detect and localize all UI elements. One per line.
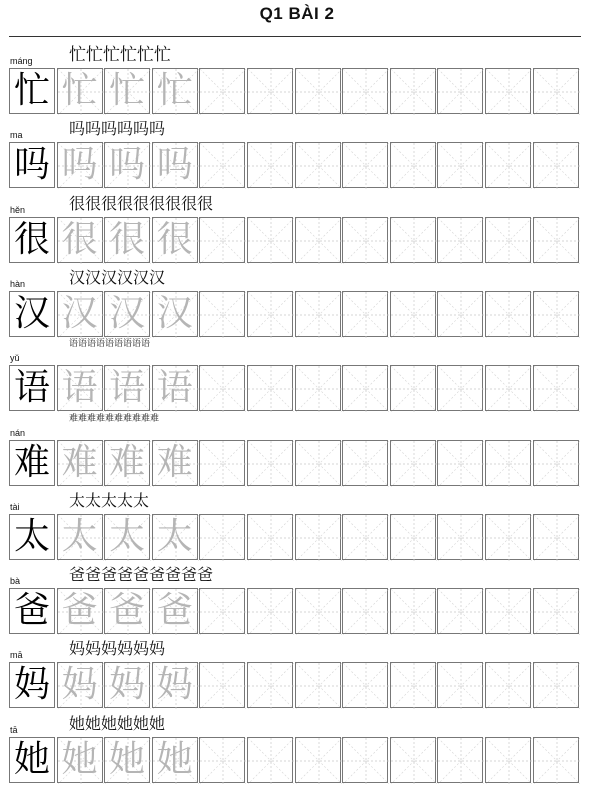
guide-lines — [343, 69, 389, 115]
empty-practice-box — [390, 588, 436, 634]
empty-practice-box — [342, 588, 388, 634]
empty-practice-box — [390, 440, 436, 486]
empty-practice-box — [295, 365, 341, 411]
empty-practice-box — [533, 365, 579, 411]
guide-lines — [296, 738, 342, 784]
stroke-order-sequence: 汉汉汉汉汉汉 — [69, 267, 166, 287]
trace-character: 太 — [109, 515, 146, 557]
trace-character-box — [57, 662, 103, 708]
writing-grid — [9, 440, 581, 487]
practice-row — [9, 412, 581, 486]
guide-lines — [200, 292, 246, 338]
empty-practice-box — [342, 514, 388, 560]
guide-lines — [534, 366, 580, 412]
trace-character-box — [152, 365, 198, 411]
empty-practice-box — [199, 68, 245, 114]
guide-lines — [248, 292, 294, 338]
guide-lines — [534, 143, 580, 189]
empty-practice-box — [199, 217, 245, 263]
empty-practice-box — [247, 365, 293, 411]
empty-practice-box — [533, 662, 579, 708]
trace-character-box — [104, 365, 150, 411]
guide-lines — [343, 663, 389, 709]
empty-practice-box — [533, 142, 579, 188]
guide-lines — [486, 218, 532, 264]
guide-lines — [296, 663, 342, 709]
guide-lines — [248, 589, 294, 635]
empty-practice-box — [247, 217, 293, 263]
trace-character-box — [57, 142, 103, 188]
empty-practice-box — [485, 291, 531, 337]
trace-character: 妈 — [156, 664, 193, 706]
empty-practice-box — [533, 291, 579, 337]
trace-character-box — [104, 217, 150, 263]
guide-lines — [343, 738, 389, 784]
guide-lines — [534, 218, 580, 264]
trace-character-box — [152, 737, 198, 783]
practice-row — [9, 189, 581, 263]
practice-row — [9, 560, 581, 634]
trace-character-box — [57, 217, 103, 263]
trace-character-box — [152, 217, 198, 263]
pinyin-label: nán — [10, 427, 26, 438]
guide-lines — [534, 663, 580, 709]
trace-character: 她 — [109, 738, 146, 780]
model-character: 妈 — [13, 664, 50, 706]
empty-practice-box — [390, 514, 436, 560]
model-character: 她 — [13, 738, 50, 780]
empty-practice-box — [199, 291, 245, 337]
stroke-order-sequence: 太太太太太 — [69, 490, 150, 510]
empty-practice-box — [342, 291, 388, 337]
guide-lines — [200, 366, 246, 412]
stroke-order-sequence: 很很很很很很很很很 — [69, 193, 214, 213]
guide-lines — [296, 515, 342, 561]
guide-lines — [296, 143, 342, 189]
empty-practice-box — [533, 68, 579, 114]
pinyin-label: bà — [10, 576, 21, 587]
trace-character: 语 — [156, 367, 193, 409]
trace-character: 难 — [61, 441, 98, 483]
guide-lines — [248, 738, 294, 784]
guide-lines — [534, 292, 580, 338]
empty-practice-box — [390, 365, 436, 411]
pinyin-label: tā — [10, 724, 18, 735]
trace-character-box — [57, 514, 103, 560]
guide-lines — [248, 143, 294, 189]
guide-lines — [343, 589, 389, 635]
stroke-order-sequence: 语语语语语语语语语 — [69, 339, 151, 350]
guide-lines — [486, 738, 532, 784]
guide-lines — [438, 366, 484, 412]
model-character-box — [9, 514, 55, 560]
guide-lines — [200, 218, 246, 264]
stroke-order-sequence: 忙忙忙忙忙忙 — [69, 45, 171, 65]
empty-practice-box — [437, 440, 483, 486]
empty-practice-box — [342, 737, 388, 783]
practice-row — [9, 114, 581, 188]
guide-lines — [296, 69, 342, 115]
practice-row — [9, 634, 581, 708]
model-character: 难 — [13, 441, 50, 483]
guide-lines — [486, 515, 532, 561]
model-character-box — [9, 588, 55, 634]
stroke-order-sequence: 爸爸爸爸爸爸爸爸爸 — [69, 565, 214, 585]
guide-lines — [391, 663, 437, 709]
trace-character-box — [152, 142, 198, 188]
empty-practice-box — [437, 142, 483, 188]
guide-lines — [534, 69, 580, 115]
guide-lines — [343, 441, 389, 487]
guide-lines — [486, 292, 532, 338]
trace-character-box — [104, 142, 150, 188]
trace-character-box — [104, 737, 150, 783]
trace-character-box — [152, 291, 198, 337]
trace-character: 语 — [61, 367, 98, 409]
guide-lines — [248, 441, 294, 487]
guide-lines — [534, 441, 580, 487]
guide-lines — [438, 738, 484, 784]
trace-character-box — [152, 514, 198, 560]
guide-lines — [391, 218, 437, 264]
pinyin-label: máng — [10, 56, 33, 66]
empty-practice-box — [437, 217, 483, 263]
empty-practice-box — [390, 142, 436, 188]
empty-practice-box — [437, 68, 483, 114]
practice-row — [9, 337, 581, 411]
writing-grid — [9, 291, 581, 338]
guide-lines — [486, 589, 532, 635]
trace-character: 汉 — [156, 292, 193, 334]
empty-practice-box — [437, 737, 483, 783]
writing-grid — [9, 142, 581, 189]
empty-practice-box — [247, 662, 293, 708]
empty-practice-box — [437, 514, 483, 560]
empty-practice-box — [247, 291, 293, 337]
guide-lines — [248, 69, 294, 115]
guide-lines — [296, 218, 342, 264]
empty-practice-box — [295, 142, 341, 188]
empty-practice-box — [342, 142, 388, 188]
trace-character: 爸 — [109, 590, 146, 632]
empty-practice-box — [485, 365, 531, 411]
empty-practice-box — [247, 142, 293, 188]
empty-practice-box — [342, 365, 388, 411]
model-character: 太 — [13, 515, 50, 557]
practice-row — [9, 709, 581, 783]
trace-character: 太 — [156, 515, 193, 557]
empty-practice-box — [485, 514, 531, 560]
guide-lines — [438, 589, 484, 635]
practice-row — [9, 486, 581, 560]
trace-character: 汉 — [61, 292, 98, 334]
empty-practice-box — [247, 514, 293, 560]
guide-lines — [200, 441, 246, 487]
guide-lines — [200, 589, 246, 635]
guide-lines — [296, 366, 342, 412]
stroke-order-sequence: 难难难难难难难难难难 — [69, 413, 160, 424]
trace-character: 汉 — [109, 292, 146, 334]
trace-character-box — [57, 440, 103, 486]
empty-practice-box — [485, 737, 531, 783]
empty-practice-box — [199, 142, 245, 188]
empty-practice-box — [295, 291, 341, 337]
empty-practice-box — [199, 514, 245, 560]
empty-practice-box — [437, 291, 483, 337]
trace-character-box — [152, 68, 198, 114]
page-title: Q1 BÀI 2 — [259, 4, 335, 23]
model-character-box — [9, 68, 55, 114]
trace-character-box — [152, 662, 198, 708]
trace-character: 妈 — [61, 664, 98, 706]
trace-character-box — [57, 291, 103, 337]
model-character-box — [9, 217, 55, 263]
practice-row — [9, 40, 581, 114]
guide-lines — [486, 69, 532, 115]
guide-lines — [438, 69, 484, 115]
practice-row — [9, 263, 581, 337]
trace-character: 忙 — [156, 70, 193, 111]
guide-lines — [438, 218, 484, 264]
trace-character: 吗 — [109, 144, 146, 186]
empty-practice-box — [485, 142, 531, 188]
pinyin-label: ma — [10, 130, 23, 141]
empty-practice-box — [390, 217, 436, 263]
trace-character-box — [57, 588, 103, 634]
guide-lines — [438, 292, 484, 338]
guide-lines — [200, 69, 246, 115]
trace-character: 忙 — [109, 70, 146, 111]
guide-lines — [248, 366, 294, 412]
guide-lines — [391, 515, 437, 561]
guide-lines — [343, 143, 389, 189]
empty-practice-box — [199, 662, 245, 708]
model-character-box — [9, 291, 55, 337]
empty-practice-box — [342, 217, 388, 263]
trace-character-box — [152, 440, 198, 486]
pinyin-label: hěn — [10, 204, 26, 215]
empty-practice-box — [437, 662, 483, 708]
trace-character-box — [57, 365, 103, 411]
trace-character: 她 — [61, 738, 98, 780]
pinyin-label: yǔ — [10, 353, 20, 364]
empty-practice-box — [485, 440, 531, 486]
guide-lines — [343, 515, 389, 561]
empty-practice-box — [533, 440, 579, 486]
empty-practice-box — [247, 68, 293, 114]
trace-character: 爸 — [61, 590, 98, 632]
guide-lines — [391, 589, 437, 635]
pinyin-label: hàn — [10, 278, 26, 289]
trace-character: 她 — [156, 738, 193, 780]
empty-practice-box — [295, 514, 341, 560]
model-character: 忙 — [13, 70, 50, 111]
guide-lines — [486, 366, 532, 412]
guide-lines — [391, 738, 437, 784]
guide-lines — [391, 366, 437, 412]
trace-character-box — [104, 440, 150, 486]
stroke-order-sequence: 妈妈妈妈妈妈 — [69, 639, 166, 659]
empty-practice-box — [485, 68, 531, 114]
trace-character: 语 — [109, 367, 146, 409]
guide-lines — [343, 366, 389, 412]
trace-character: 吗 — [156, 144, 193, 186]
trace-character: 忙 — [61, 70, 98, 111]
empty-practice-box — [485, 662, 531, 708]
guide-lines — [391, 143, 437, 189]
model-character: 吗 — [13, 144, 50, 186]
guide-lines — [248, 663, 294, 709]
empty-practice-box — [199, 588, 245, 634]
model-character-box — [9, 737, 55, 783]
writing-grid — [9, 68, 581, 115]
empty-practice-box — [533, 514, 579, 560]
guide-lines — [248, 515, 294, 561]
trace-character-box — [57, 737, 103, 783]
guide-lines — [438, 663, 484, 709]
guide-lines — [248, 218, 294, 264]
empty-practice-box — [390, 662, 436, 708]
guide-lines — [438, 441, 484, 487]
guide-lines — [486, 143, 532, 189]
guide-lines — [438, 143, 484, 189]
trace-character-box — [104, 662, 150, 708]
guide-lines — [438, 515, 484, 561]
trace-character: 爸 — [156, 590, 193, 632]
stroke-order-sequence: 吗吗吗吗吗吗 — [69, 119, 166, 139]
empty-practice-box — [485, 588, 531, 634]
trace-character-box — [152, 588, 198, 634]
empty-practice-box — [342, 440, 388, 486]
empty-practice-box — [247, 737, 293, 783]
writing-grid — [9, 737, 581, 784]
guide-lines — [296, 441, 342, 487]
empty-practice-box — [533, 217, 579, 263]
guide-lines — [534, 738, 580, 784]
guide-lines — [534, 515, 580, 561]
guide-lines — [200, 143, 246, 189]
empty-practice-box — [295, 217, 341, 263]
trace-character-box — [104, 68, 150, 114]
guide-lines — [343, 292, 389, 338]
empty-practice-box — [199, 737, 245, 783]
guide-lines — [534, 589, 580, 635]
empty-practice-box — [199, 365, 245, 411]
model-character: 爸 — [13, 590, 50, 632]
trace-character: 妈 — [109, 664, 146, 706]
empty-practice-box — [390, 68, 436, 114]
writing-grid — [9, 514, 581, 561]
model-character: 很 — [13, 218, 50, 260]
empty-practice-box — [533, 737, 579, 783]
trace-character: 难 — [156, 441, 193, 483]
empty-practice-box — [485, 217, 531, 263]
guide-lines — [391, 292, 437, 338]
model-character-box — [9, 365, 55, 411]
empty-practice-box — [533, 588, 579, 634]
trace-character-box — [104, 588, 150, 634]
guide-lines — [200, 663, 246, 709]
trace-character-box — [104, 514, 150, 560]
empty-practice-box — [390, 291, 436, 337]
empty-practice-box — [199, 440, 245, 486]
writing-grid — [9, 365, 581, 412]
model-character-box — [9, 440, 55, 486]
model-character-box — [9, 142, 55, 188]
empty-practice-box — [295, 737, 341, 783]
guide-lines — [486, 663, 532, 709]
guide-lines — [200, 738, 246, 784]
trace-character: 很 — [109, 218, 146, 260]
empty-practice-box — [390, 737, 436, 783]
empty-practice-box — [437, 588, 483, 634]
stroke-order-sequence: 她她她她她她 — [69, 713, 166, 733]
empty-practice-box — [342, 662, 388, 708]
empty-practice-box — [295, 68, 341, 114]
trace-character: 难 — [109, 441, 146, 483]
model-character: 汉 — [13, 292, 50, 334]
guide-lines — [200, 515, 246, 561]
writing-grid — [9, 217, 581, 264]
empty-practice-box — [247, 440, 293, 486]
guide-lines — [296, 589, 342, 635]
trace-character-box — [104, 291, 150, 337]
trace-character: 很 — [61, 218, 98, 260]
pinyin-label: mā — [10, 650, 23, 661]
empty-practice-box — [437, 365, 483, 411]
guide-lines — [391, 441, 437, 487]
guide-lines — [343, 218, 389, 264]
trace-character: 吗 — [61, 144, 98, 186]
writing-grid — [9, 662, 581, 709]
guide-lines — [296, 292, 342, 338]
empty-practice-box — [342, 68, 388, 114]
guide-lines — [391, 69, 437, 115]
pinyin-label: tài — [10, 501, 20, 512]
empty-practice-box — [295, 440, 341, 486]
model-character-box — [9, 662, 55, 708]
trace-character: 很 — [156, 218, 193, 260]
empty-practice-box — [295, 662, 341, 708]
writing-grid — [9, 588, 581, 635]
trace-character: 太 — [61, 515, 98, 557]
model-character: 语 — [13, 367, 50, 409]
trace-character-box — [57, 68, 103, 114]
empty-practice-box — [295, 588, 341, 634]
guide-lines — [486, 441, 532, 487]
empty-practice-box — [247, 588, 293, 634]
title-divider — [9, 36, 581, 37]
